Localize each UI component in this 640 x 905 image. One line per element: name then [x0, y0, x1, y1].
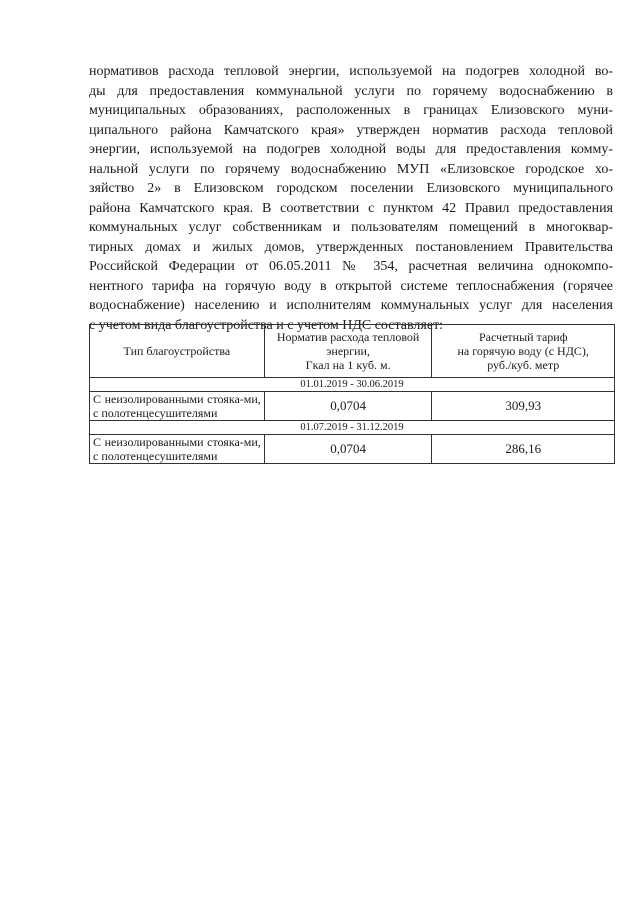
- header-tariff: [432, 325, 615, 378]
- header-type: [90, 325, 265, 378]
- paragraph-line: муниципальных образованиях, расположенных в границах Елизовского муни-: [89, 103, 613, 118]
- header-norm-line2: энергии,: [326, 344, 370, 358]
- paragraph-line: тирных домах и жилых домов, утвержденных постановлением Правительства: [89, 239, 613, 255]
- paragraph-line: Российской Федерации от 06.05.2011 № 354, расчетная величина однокомпо-: [89, 259, 613, 274]
- paragraph-line: нентного тарифа на горячую воду в открытой системе теплоснабжения (горячее: [89, 278, 613, 294]
- header-norm-line1: Норматив расхода тепловой: [276, 330, 420, 344]
- paragraph-line: нальной услуги по горячему водоснабжению МУП «Елизовское городское хо-: [89, 161, 613, 177]
- period-row: [90, 378, 615, 392]
- period-label: 01.07.2019 - 31.12.2019: [90, 421, 615, 435]
- table-row: [90, 392, 615, 421]
- period-label: 01.01.2019 - 30.06.2019: [90, 378, 615, 392]
- body-paragraph: [89, 62, 613, 335]
- paragraph-line: энергии, используемой на подогрев холодной воды для предоставления комму-: [89, 142, 613, 157]
- cell-tariff: 309,93: [432, 392, 615, 421]
- header-norm-line3: Гкал на 1 куб. м.: [305, 358, 391, 372]
- paragraph-line: ципального района Камчатского края» утвержден норматив расхода тепловой: [89, 122, 613, 138]
- header-type-label: Тип благоустройства: [123, 344, 231, 358]
- paragraph-line: зяйство 2» в Елизовском городском поселении Елизовского муниципального: [89, 181, 613, 196]
- tariff-table: [89, 324, 615, 464]
- header-tariff-line2: на горячую воду (с НДС),: [457, 344, 589, 358]
- header-tariff-line1: Расчетный тариф: [478, 330, 568, 344]
- paragraph-line: района Камчатского края. В соответствии с пунктом 42 Правил предоставления: [89, 200, 613, 216]
- paragraph-line: нормативов расхода тепловой энергии, используемой на подогрев холодной во-: [89, 64, 613, 79]
- paragraph-line: коммунальных услуг собственникам и пользователям помещений в многоквар-: [89, 220, 613, 235]
- cell-norm: 0,0704: [264, 392, 432, 421]
- cell-tariff: 286,16: [432, 435, 615, 464]
- paragraph-line: с учетом вида благоустройства и с учетом НДС составляет:: [89, 317, 444, 333]
- table-header-row: [90, 325, 615, 378]
- period-row: [90, 421, 615, 435]
- header-norm: [264, 325, 432, 378]
- cell-type: С неизолированными стояка-ми, с полотенцесушителями: [90, 435, 265, 464]
- paragraph-line: водоснабжение) населению и исполнителям коммунальных услуг для населения: [89, 298, 613, 313]
- paragraph-line: ды для предоставления коммунальной услуги по горячему водоснабжению в: [89, 83, 613, 99]
- header-tariff-line3: руб./куб. метр: [487, 358, 560, 372]
- cell-norm: 0,0704: [264, 435, 432, 464]
- table-row: [90, 435, 615, 464]
- cell-type: С неизолированными стояка-ми, с полотенцесушителями: [90, 392, 265, 421]
